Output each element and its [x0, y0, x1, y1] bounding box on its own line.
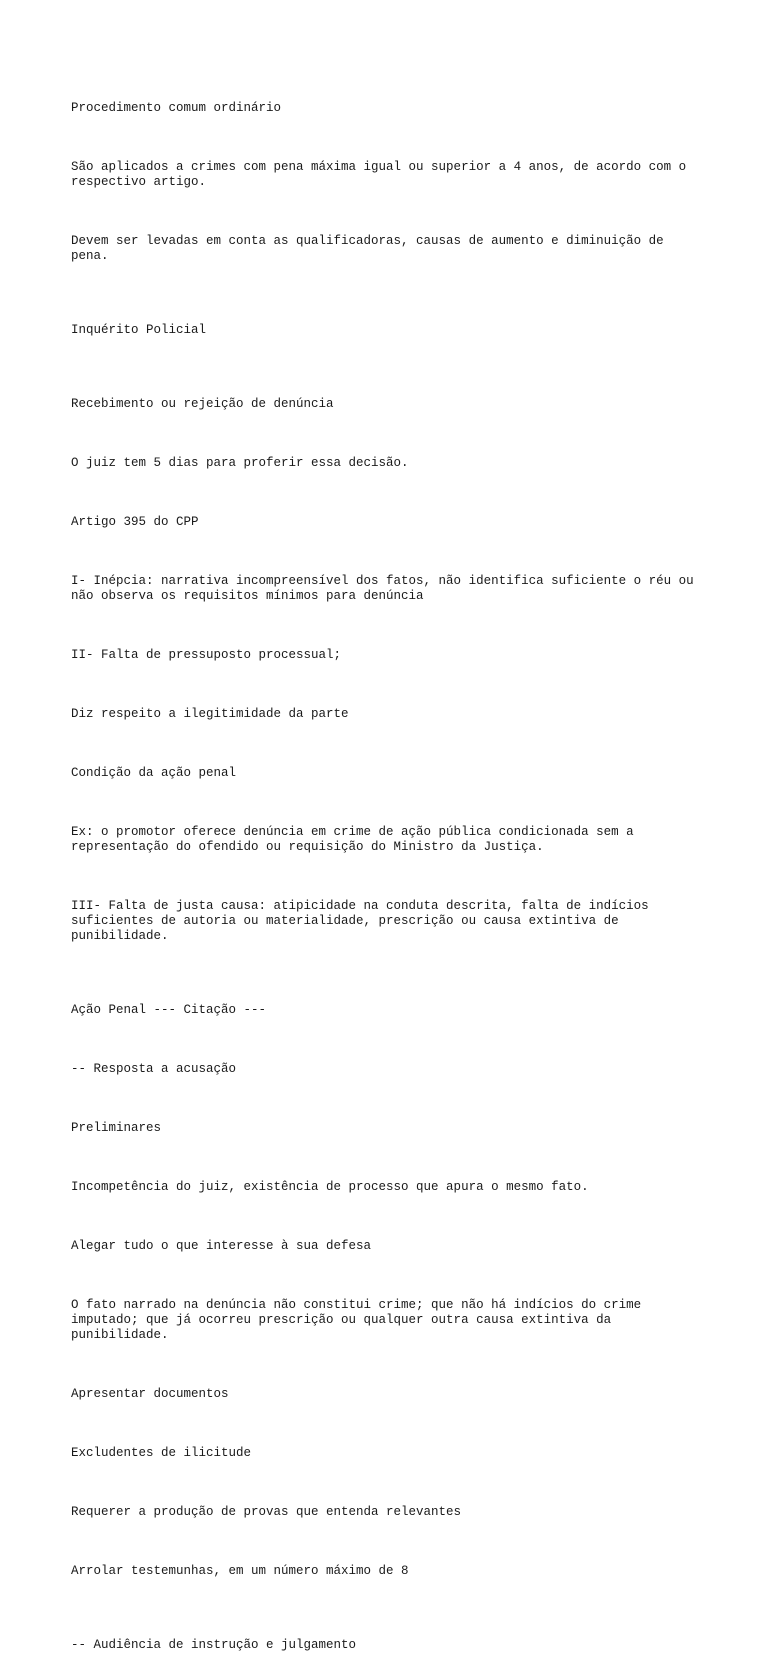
paragraph: Artigo 395 do CPP [71, 515, 199, 529]
paragraph: Ex: o promotor oferece denúncia em crime de ação pública condicionada sem a representação do ofendido ou requisição do Ministro da Justiça. [71, 825, 642, 854]
paragraph: Condição da ação penal [71, 766, 237, 780]
paragraph: O juiz tem 5 dias para proferir essa decisão. [71, 456, 409, 470]
paragraph-heading: Recebimento ou rejeição de denúncia [71, 397, 334, 411]
document-page [71, 71, 701, 1668]
paragraph: O fato narrado na denúncia não constitui crime; que não há indícios do crime imputado; que já ocorreu prescrição ou qualquer outra causa extintiva da punibilidade. [71, 1298, 649, 1342]
paragraph: Preliminares [71, 1121, 162, 1135]
paragraph: Apresentar documentos [71, 1387, 229, 1401]
paragraph: I- Inépcia: narrativa incompreensível dos fatos, não identifica suficiente o réu ou não observa os requisitos mínimos para denúncia [71, 574, 702, 603]
paragraph: Alegar tudo o que interesse à sua defesa [71, 1239, 372, 1253]
paragraph-heading: Procedimento comum ordinário [71, 101, 282, 115]
paragraph-heading: Ação Penal --- Citação --- [71, 1003, 267, 1017]
paragraph: -- Resposta a acusação [71, 1062, 237, 1076]
paragraph: Incompetência do juiz, existência de processo que apura o mesmo fato. [71, 1180, 589, 1194]
paragraph: III- Falta de justa causa: atipicidade na conduta descrita, falta de indícios suficientes de autoria ou materialidade, prescrição ou causa extintiva de punibilidade. [71, 899, 657, 943]
paragraph: II- Falta de pressuposto processual; [71, 648, 342, 662]
paragraph: São aplicados a crimes com pena máxima igual ou superior a 4 anos, de acordo com o respectivo artigo. [71, 160, 694, 189]
paragraph-heading: -- Audiência de instrução e julgamento [71, 1638, 357, 1652]
paragraph: Excludentes de ilicitude [71, 1446, 252, 1460]
paragraph: Requerer a produção de provas que entenda relevantes [71, 1505, 462, 1519]
paragraph: Arrolar testemunhas, em um número máximo de 8 [71, 1564, 409, 1578]
paragraph: Devem ser levadas em conta as qualificadoras, causas de aumento e diminuição de pena. [71, 234, 672, 263]
paragraph: Diz respeito a ilegitimidade da parte [71, 707, 349, 721]
paragraph-heading: Inquérito Policial [71, 323, 207, 337]
